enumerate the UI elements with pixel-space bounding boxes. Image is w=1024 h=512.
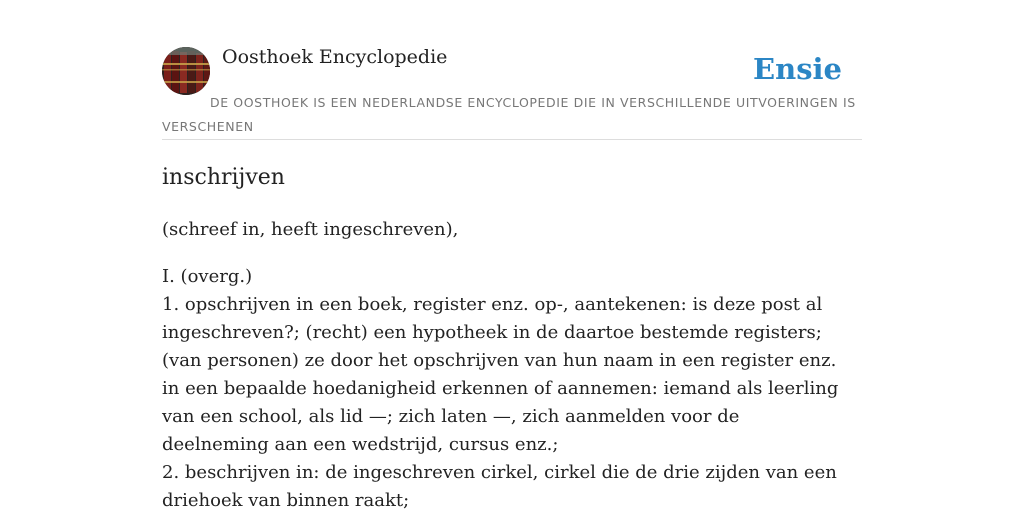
site-header bbox=[162, 0, 862, 140]
encyclopedia-books-icon[interactable] bbox=[162, 47, 210, 95]
entry-headword: inschrijven bbox=[162, 165, 285, 190]
ensie-logo[interactable]: Ensie bbox=[753, 52, 842, 86]
site-tagline: DE OOSTHOEK IS EEN NEDERLANDSE ENCYCLOPEDIE DIE IN VERSCHILLENDE UITVOERINGEN IS VERSCHENEN bbox=[162, 95, 856, 134]
definition-line: I. (overg.) bbox=[162, 266, 253, 287]
entry-definition bbox=[162, 263, 842, 512]
definition-line: 2. beschrijven in: de ingeschreven cirkel, cirkel die de drie zijden van een driehoek van binnen raakt; bbox=[162, 462, 837, 511]
definition-line: 1. opschrijven in een boek, register enz. op-, aantekenen: is deze post al ingeschreven?; (recht) een hypotheek in de daartoe bestemde registers; (van personen) ze door het opschrijven van hun naam in een register enz. in een bepaalde hoedanigheid erkennen of aannemen: iemand als leerling van een school, als lid —; zich laten —, zich aanmelden voor de deelneming aan een wedstrijd, cursus enz.; bbox=[162, 294, 839, 455]
site-name-link[interactable]: Oosthoek Encyclopedie bbox=[222, 46, 448, 68]
entry-grammar: (schreef in, heeft ingeschreven), bbox=[162, 219, 459, 240]
entry-content bbox=[162, 160, 842, 512]
